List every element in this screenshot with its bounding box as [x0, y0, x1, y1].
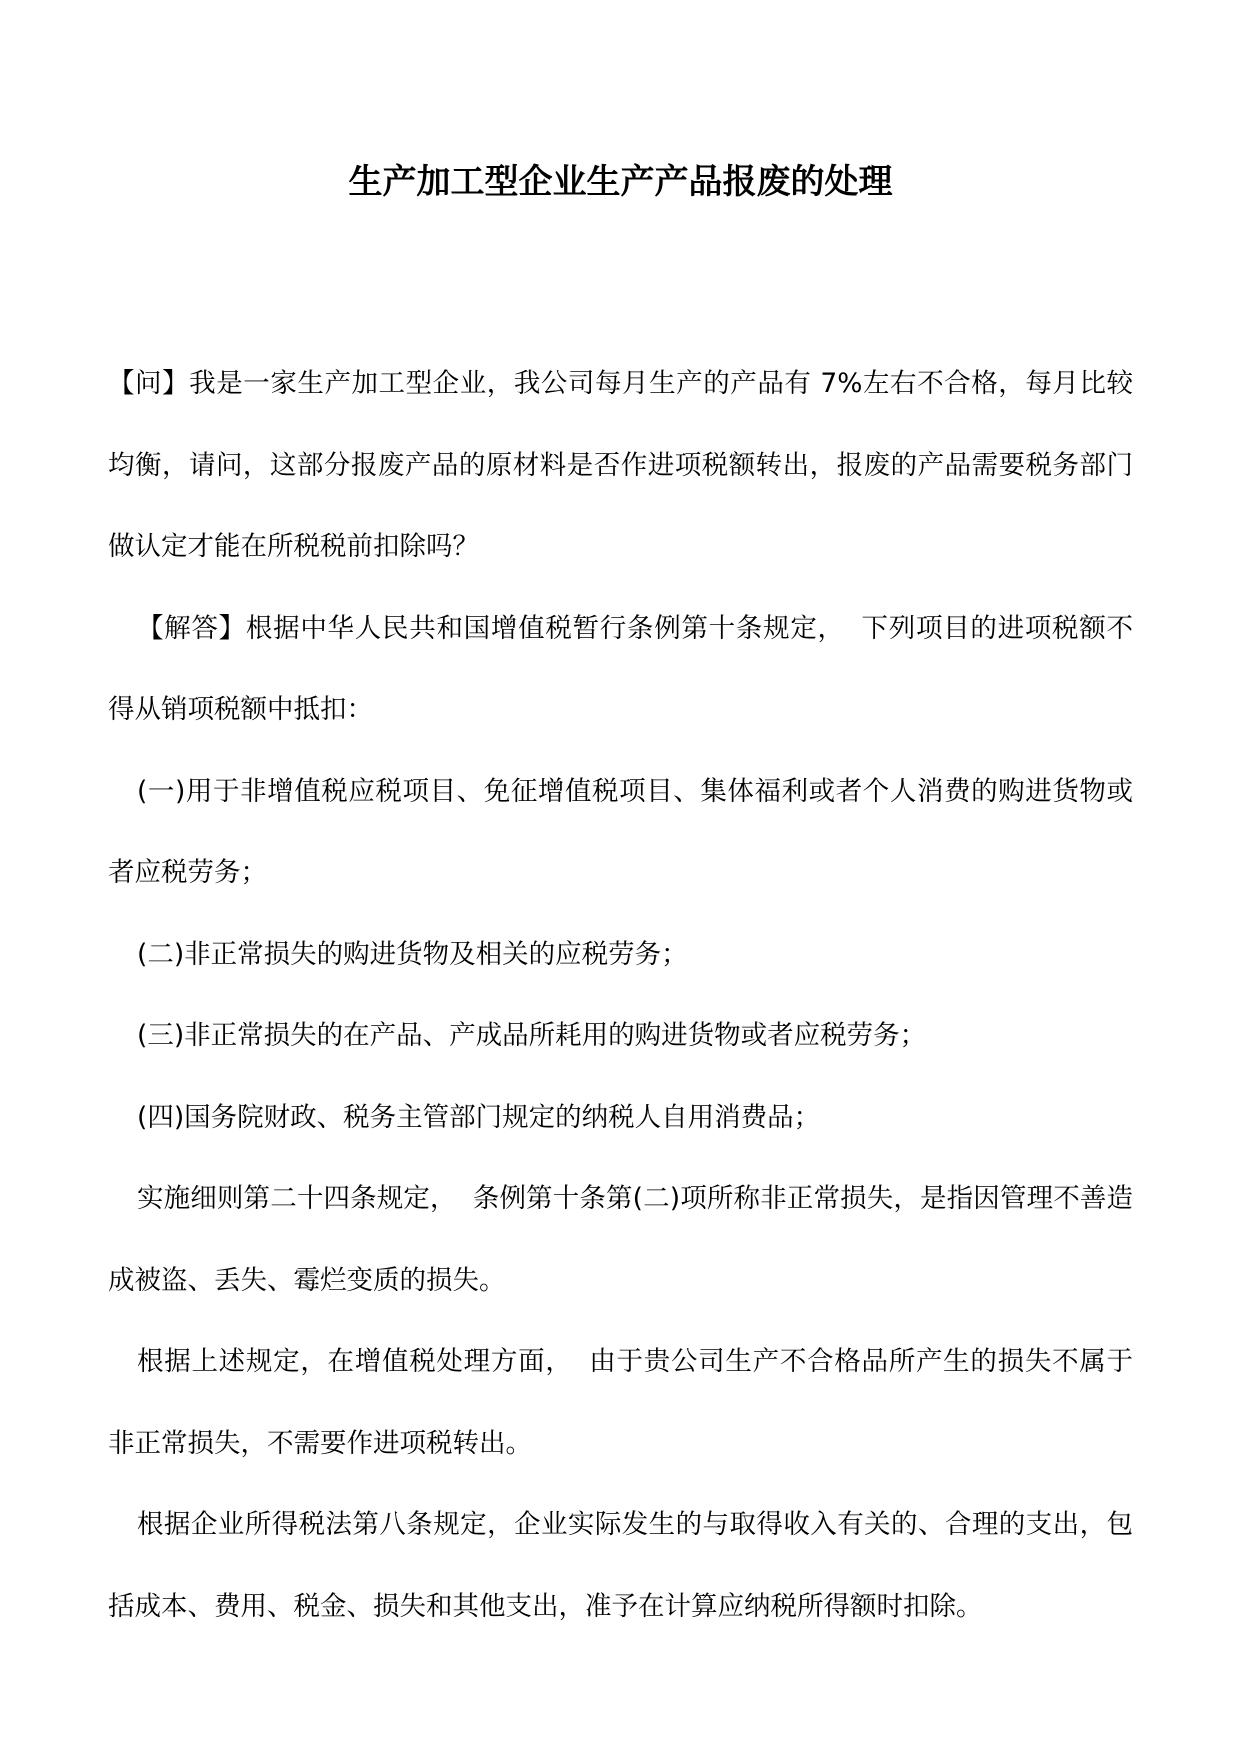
question-paragraph: 【问】我是一家生产加工型企业，我公司每月生产的产品有 7%左右不合格，每月比较均衡，请问，这部分报废产品的原材料是否作进项税额转出，报废的产品需要税务部门做认定才能在所税税前扣除吗？	[108, 368, 1133, 562]
document-body	[108, 343, 1133, 1647]
answer-paragraph	[108, 588, 1133, 751]
list-item-3: (三)非正常损失的在产品、产成品所耗用的购进货物或者应税劳务；	[137, 1020, 927, 1051]
rules-text: 条例第十条第(二)项所称非正常损失，是指因管理不善造成被盗、丢失、霉烂变质的损失。	[108, 1183, 1133, 1296]
vat-conclusion-text: 由于贵公司生产不合格品所产生的损失不属于非正常损失，不需要作进项税转出。	[108, 1346, 1134, 1459]
answer-lead: 【解答】根据中华人民共和国增值税暂行条例第十条规定，	[137, 612, 845, 644]
list-item-1: (一)用于非增值税应税项目、免征增值税项目、集体福利或者个人消费的购进货物或者应税劳务；	[108, 775, 1133, 888]
document-title: 生产加工型企业生产产品报废的处理	[348, 162, 893, 202]
answer-text: 下列项目的进项税额不得从销项税额中抵扣：	[108, 612, 1134, 725]
list-item-2: (二)非正常损失的购进货物及相关的应税劳务；	[137, 938, 688, 970]
vat-conclusion-paragraph	[108, 1321, 1133, 1484]
vat-conclusion-lead: 根据上述规定，在增值税处理方面，	[137, 1346, 573, 1377]
rules-lead: 实施细则第二十四条规定，	[137, 1183, 457, 1214]
list-item-4: (四)国务院财政、税务主管部门规定的纳税人自用消费品；	[137, 1101, 821, 1133]
rules-paragraph	[108, 1158, 1133, 1321]
income-tax-paragraph: 根据企业所得税法第八条规定，企业实际发生的与取得收入有关的、合理的支出，包括成本、费用、税金、损失和其他支出，准予在计算应纳税所得额时扣除。	[108, 1509, 1133, 1622]
